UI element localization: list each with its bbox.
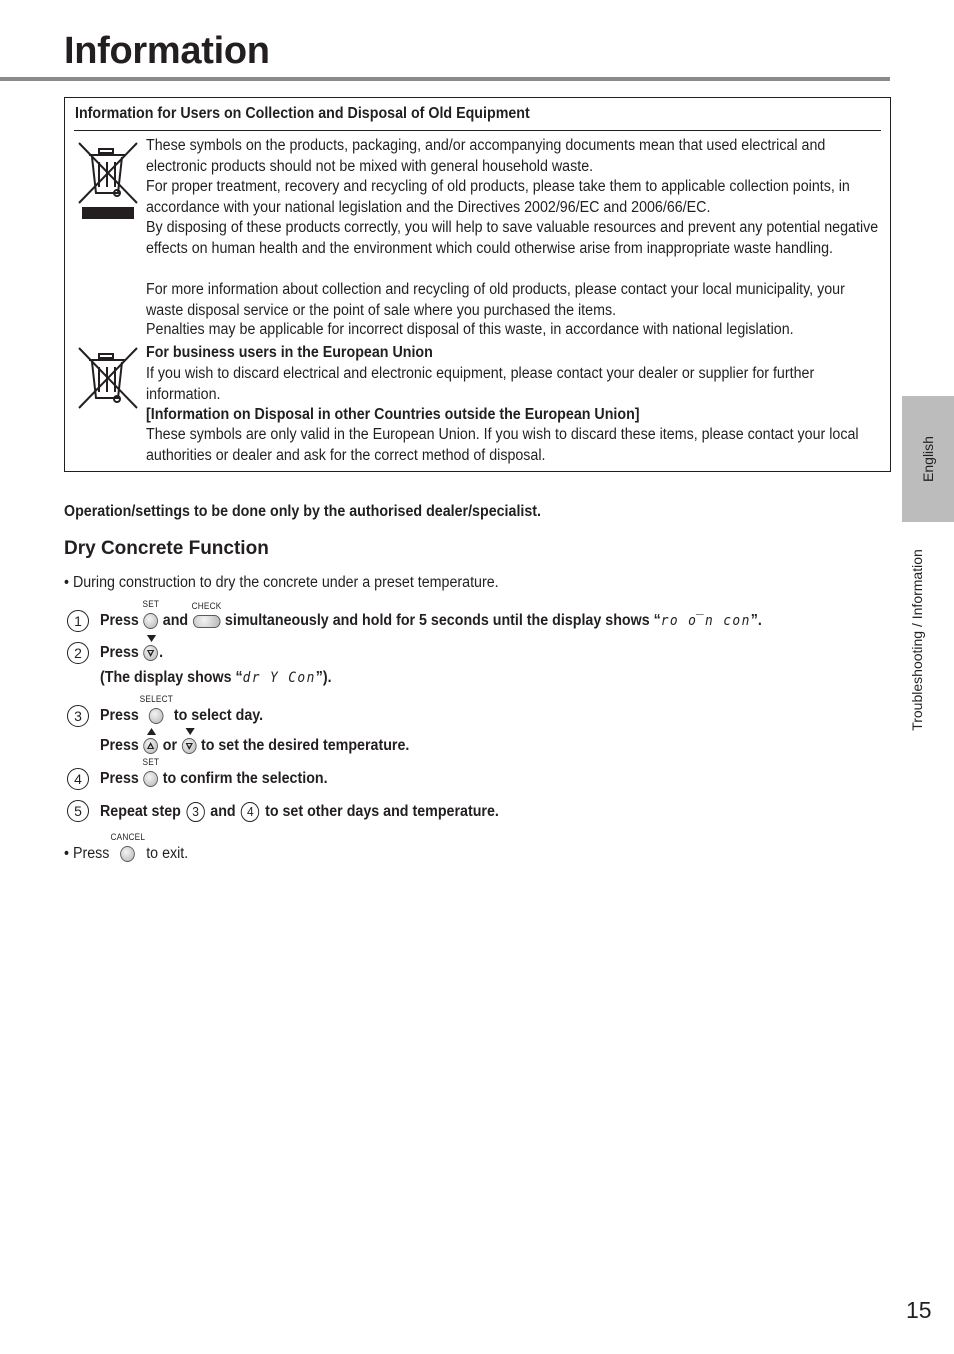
- disposal-paragraph-3: By disposing of these products correctly, you will help to save valuable resources and prevent any potential negative effects on human health and the environment which could otherwise arise from inappropriate waste handling.: [146, 219, 879, 257]
- outside-eu-heading: [Information on Disposal in other Countries outside the European Union]: [146, 406, 640, 423]
- step-text: to confirm the selection.: [162, 770, 328, 787]
- step-text: Press: [100, 770, 139, 787]
- select-button-icon: [139, 694, 173, 724]
- section-side-label: Troubleshooting / Information: [909, 549, 925, 731]
- language-tab-label: English: [920, 436, 936, 482]
- disposal-info-box: [64, 97, 891, 472]
- step-text: (The display shows “: [100, 669, 243, 686]
- step-text: ”).: [315, 669, 332, 686]
- set-button-icon: [142, 757, 160, 787]
- cancel-button-icon: [110, 832, 146, 862]
- step-number: 4: [67, 768, 89, 790]
- step-text: to set other days and temperature.: [265, 803, 499, 820]
- section-intro: • During construction to dry the concrete under a preset temperature.: [64, 574, 499, 591]
- cancel-button-label: CANCEL: [110, 832, 146, 842]
- exit-note: [64, 832, 189, 863]
- crossed-out-wheelie-bin-icon: [77, 346, 139, 412]
- lcd-display-text: dr Y Con: [242, 670, 316, 686]
- check-button-label: CHECK: [191, 600, 222, 611]
- language-tab: [902, 396, 954, 522]
- step-number: 3: [67, 705, 89, 727]
- disposal-paragraph-5: Penalties may be applicable for incorrect disposal of this waste, in accordance with national legislation.: [146, 321, 794, 338]
- step-text: Press: [100, 707, 139, 724]
- up-button-icon: [143, 738, 158, 754]
- outside-eu-text: These symbols are only valid in the European Union. If you wish to discard these items, please contact your local authorities or dealer and ask for the correct method of disposal.: [146, 426, 859, 464]
- crossed-out-wheelie-bin-icon: [77, 139, 139, 221]
- set-button-label: SET: [142, 757, 160, 767]
- section-title: Dry Concrete Function: [64, 538, 269, 559]
- disposal-box-divider: [74, 130, 881, 131]
- lcd-display-text: ro o̅n con: [660, 613, 751, 629]
- business-users-text: If you wish to discard electrical and electronic equipment, please contact your dealer or supplier for further information.: [146, 365, 815, 403]
- business-users-heading: For business users in the European Union: [146, 344, 433, 361]
- disposal-box-heading: Information for Users on Collection and Disposal of Old Equipment: [75, 105, 530, 122]
- exit-text: • Press: [64, 845, 110, 862]
- page-title: Information: [64, 30, 270, 72]
- disposal-paragraph-2: For proper treatment, recovery and recycling of old products, please take them to applicable collection points, in accordance with your national legislation and the Directives 2002/96/EC and 2006/66/EC.: [146, 178, 850, 216]
- step-text: or: [162, 737, 178, 754]
- step-text: Press: [100, 612, 139, 629]
- set-button-label: SET: [142, 599, 160, 609]
- set-button-icon: [142, 599, 160, 629]
- disposal-paragraph-1: These symbols on the products, packaging, and/or accompanying documents mean that used electrical and electronic products should not be mixed with general household waste.: [146, 137, 826, 175]
- down-button-icon: [143, 645, 158, 661]
- step-text: and: [162, 612, 189, 629]
- step-text: and: [210, 803, 236, 820]
- step-text: Press: [100, 644, 139, 661]
- step-number: 5: [67, 800, 89, 822]
- dealer-only-note: Operation/settings to be done only by the authorised dealer/specialist.: [64, 503, 542, 520]
- step-number: 1: [67, 610, 89, 632]
- step-text: ”.: [750, 612, 762, 629]
- step-reference: 3: [186, 802, 204, 822]
- check-button-icon: [191, 600, 222, 628]
- page-number: 15: [906, 1297, 932, 1323]
- step-text: to select day.: [173, 707, 264, 724]
- step-reference: 4: [241, 802, 259, 822]
- title-rule: [0, 77, 890, 81]
- step-text: .: [159, 644, 164, 661]
- step-text: Repeat step: [100, 803, 181, 820]
- step-text: simultaneously and hold for 5 seconds until the display shows “: [224, 612, 661, 629]
- step-text: Press: [100, 737, 139, 754]
- step-number: 2: [67, 642, 89, 664]
- step-text: to set the desired temperature.: [200, 737, 410, 754]
- disposal-paragraph-4: For more information about collection and recycling of old products, please contact your local municipality, your waste disposal service or the point of sale where you purchased the items.: [146, 281, 845, 319]
- exit-text: to exit.: [146, 845, 189, 862]
- down-button-icon: [182, 738, 197, 754]
- select-button-label: SELECT: [139, 694, 173, 704]
